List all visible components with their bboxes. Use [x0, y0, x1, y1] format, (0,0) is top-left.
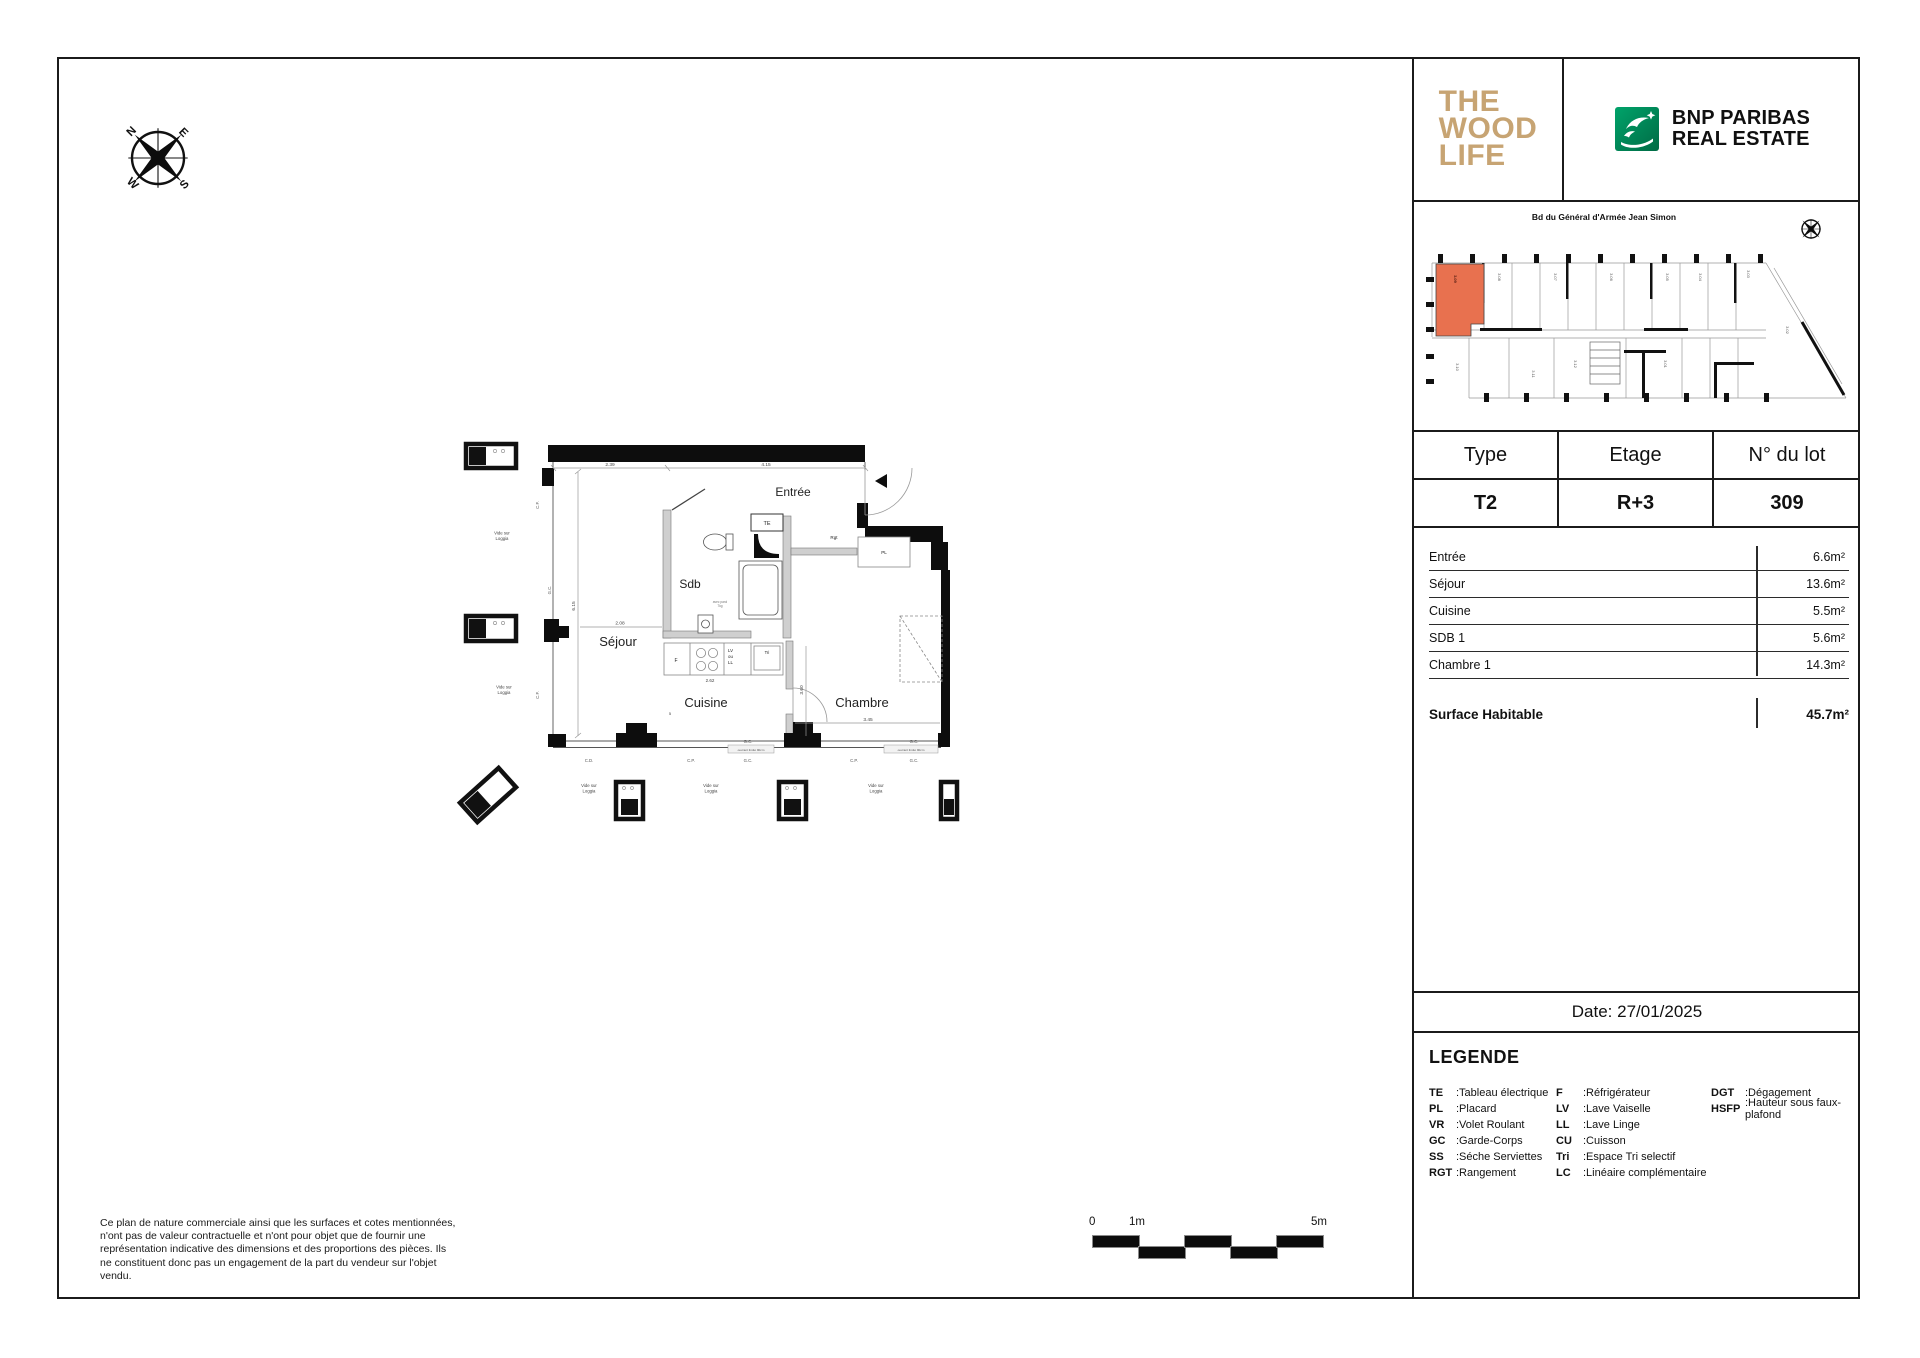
svg-text:3.10: 3.10 [1455, 363, 1460, 371]
surface-row [1429, 598, 1849, 625]
svg-text:Loggia: Loggia [497, 690, 511, 695]
surface-label: Cuisine [1429, 604, 1471, 618]
bnp-paribas-logo-icon [1614, 106, 1660, 152]
loggia-frame-bottom-2 [779, 782, 806, 819]
brand-line-3: LIFE [1438, 139, 1506, 172]
bathroom-fixtures [698, 514, 783, 633]
tag-f: F [674, 658, 678, 664]
svg-text:Vide sur: Vide sur [496, 684, 512, 690]
room-entree: Entrée [775, 485, 811, 499]
room-sejour: Séjour [599, 634, 637, 649]
bedroom-furniture [900, 616, 942, 682]
surface-value: 13.6m² [1806, 577, 1845, 591]
bnp-line-1: BNP PARIBAS [1671, 106, 1811, 129]
bath-corner-unit [754, 534, 779, 558]
surfaces-section [1414, 528, 1860, 993]
legend-entry: SS :Séche Serviettes [1429, 1151, 1543, 1163]
legend-column-3 [1711, 1085, 1860, 1121]
scale-label-0: 0 [1089, 1216, 1096, 1228]
compass-w: W [124, 175, 141, 192]
svg-text:3.09: 3.09 [1453, 275, 1458, 283]
svg-text:Vide sur: Vide sur [494, 530, 510, 536]
label-cf-1: C.F. [535, 501, 540, 509]
room-cuisine: Cuisine [684, 695, 728, 710]
label-cf-2: C.F. [535, 691, 540, 699]
svg-text:3.01: 3.01 [1663, 360, 1668, 368]
svg-text:Vide sur: Vide sur [703, 783, 719, 788]
scale-segment [1093, 1236, 1139, 1247]
entrance-arrow-icon [875, 474, 887, 488]
label-gc-4: G.C. [909, 758, 919, 763]
legend-entry: TE :Tableau électrique [1429, 1087, 1549, 1099]
svg-text:3.08: 3.08 [1497, 273, 1502, 281]
sdb-door-leaf [672, 489, 705, 510]
bnp-paribas-wordmark [1672, 108, 1810, 150]
compass-n: N [124, 124, 140, 140]
surface-row [1429, 652, 1849, 679]
disclaimer-text: Ce plan de nature commerciale ainsi que les surfaces et cotes mentionnées, n'ont pas de valeur contractuelle et n'ont pour objet que de fournir une représentation indicative des dimensions et des proportions des pièces. Ils ne constituent donc pas un engagement de la part du vendeur sur l'objet vendu. [100, 1217, 456, 1282]
mini-compass-icon [1794, 212, 1828, 246]
lot-value-type: T2 [1414, 480, 1559, 526]
surface-total-label: Surface Habitable [1429, 706, 1544, 722]
svg-text:Vide sur: Vide sur [868, 783, 884, 788]
legend-entry: CU :Cuisson [1556, 1135, 1626, 1147]
legend-entry: F :Réfrigérateur [1556, 1087, 1651, 1099]
site-plan [1414, 202, 1860, 430]
legend-entry: VR :Volet Roulant [1429, 1119, 1525, 1131]
compass-e: E [176, 125, 191, 140]
svg-text:3.03: 3.03 [1746, 270, 1751, 278]
legend-column-1 [1429, 1085, 1548, 1181]
label-gc-1: G.C. [743, 739, 753, 744]
lot-value-etage: R+3 [1559, 480, 1714, 526]
legend-entry: LC :Linéaire complémentaire [1556, 1167, 1707, 1179]
legend-column-2 [1556, 1085, 1707, 1181]
surface-label: Séjour [1429, 577, 1466, 591]
legend-entry: DGT :Dégagement [1711, 1087, 1812, 1099]
legend-entry: PL :Placard [1429, 1103, 1497, 1115]
legend-entry: GC :Garde-Corps [1429, 1135, 1523, 1147]
tag-te: TE [763, 521, 771, 527]
label-cp-1: C.P. [687, 758, 695, 763]
highlighted-unit [1436, 264, 1484, 336]
lot-header-numero: N° du lot [1714, 432, 1860, 480]
bnp-line-2: REAL ESTATE [1671, 127, 1810, 150]
scale-segment [1277, 1236, 1323, 1247]
street-name: Bd du Général d'Armée Jean Simon [1531, 212, 1677, 222]
legend-entry: RGT :Rangement [1429, 1167, 1516, 1179]
dim-5: 5 [668, 711, 672, 716]
svg-text:3.06: 3.06 [1609, 273, 1614, 281]
svg-text:Loggia: Loggia [704, 788, 718, 794]
svg-text:3.04: 3.04 [1698, 273, 1703, 281]
logos-section [1414, 57, 1860, 202]
label-cd: C.D. [584, 758, 594, 763]
tag-ou: ou [728, 654, 733, 659]
label-gc-left: G.C. [547, 585, 552, 595]
surface-total-value: 45.7m² [1806, 706, 1849, 722]
lot-header-etage: Etage [1559, 432, 1714, 480]
loggia-frame-mid-left [466, 616, 516, 641]
dim-208: 2.08 [615, 621, 625, 627]
legend-section [1414, 1033, 1860, 1292]
loggia-frame-bottom-left [460, 768, 516, 822]
site-plan-section [1414, 202, 1860, 432]
loggia-frame-bottom-3 [941, 782, 957, 819]
label-gc-3: G.C. [909, 739, 919, 744]
surface-value: 14.3m² [1806, 658, 1845, 672]
surface-label: Chambre 1 [1429, 658, 1491, 672]
surface-row [1429, 571, 1849, 598]
surface-total-row [1429, 700, 1849, 728]
scale-label-1m: 1m [1129, 1216, 1145, 1228]
legend-entry: LL :Lave Linge [1556, 1119, 1640, 1131]
room-chambre: Chambre [835, 695, 889, 710]
surface-value: 5.5m² [1813, 604, 1845, 618]
surface-row [1429, 625, 1849, 652]
date-text: Date: 27/01/2025 [1571, 1002, 1703, 1021]
label-ouvrant-1: ouvrant limité 90cm [737, 747, 765, 752]
scale-segment [1185, 1236, 1231, 1247]
scale-label-5m: 5m [1311, 1216, 1327, 1228]
svg-text:Loggia: Loggia [869, 788, 883, 794]
slanted-wall [1802, 322, 1844, 395]
label-cp-2: C.P. [850, 758, 858, 763]
brand-line-2: WOOD [1438, 112, 1538, 145]
svg-text:3.11: 3.11 [1531, 370, 1536, 378]
label-gc-2: G.C. [743, 758, 753, 763]
date-row [1414, 993, 1860, 1033]
surface-label: SDB 1 [1429, 631, 1466, 645]
compass-rose [115, 115, 201, 201]
scale-segment [1231, 1247, 1277, 1258]
dim-360: 3.60 [800, 685, 805, 695]
loggia-frame-top-left [466, 444, 516, 468]
svg-text:Loggia: Loggia [495, 536, 509, 541]
kitchen-counter [664, 643, 783, 675]
tag-rgt: Rgt [830, 535, 838, 540]
lot-table [1414, 432, 1860, 528]
dim-262: 2.62 [705, 678, 715, 683]
svg-text:3.07: 3.07 [1553, 273, 1558, 281]
door-arcs [793, 468, 912, 722]
tag-kg: 7kg [717, 604, 723, 608]
stair-core [1590, 342, 1620, 384]
scale-bar [1085, 1216, 1345, 1266]
room-sdb: Sdb [679, 577, 701, 591]
svg-text:3.05: 3.05 [1665, 273, 1670, 281]
surfaces-divider [1756, 546, 1758, 676]
dim-239: 2.39 [605, 463, 615, 468]
floor-plan [448, 430, 968, 842]
lot-header-type: Type [1414, 432, 1559, 480]
compass-s: S [177, 177, 192, 192]
surface-value: 6.6m² [1813, 550, 1845, 564]
dim-615: 6.15 [572, 601, 577, 611]
label-ouvrant-2: ouvrant limité 90cm [897, 747, 925, 752]
dim-labels [571, 462, 873, 723]
loggia-frame-bottom-1 [616, 782, 643, 819]
info-panel [1412, 57, 1860, 1299]
surface-value: 5.6m² [1813, 631, 1845, 645]
tag-ll: LL [728, 660, 733, 665]
the-wood-life-logo [1438, 85, 1538, 172]
tag-tri: Tri [764, 650, 770, 655]
legend-entry: LV :Lave Vaiselle [1556, 1103, 1651, 1115]
legend-entry: Tri :Espace Tri selectif [1556, 1151, 1676, 1163]
legend-entry: HSFP :Hauteur sous faux-plafond [1711, 1097, 1841, 1121]
dim-415: 4.15 [761, 463, 771, 468]
lot-value-numero: 309 [1770, 491, 1804, 514]
surfaces-rows [1429, 544, 1849, 679]
tag-lv: LV [728, 648, 734, 653]
tag-pl: PL [881, 550, 887, 555]
tag-avec: avec parcl [712, 600, 728, 604]
svg-text:Vide sur: Vide sur [581, 783, 597, 788]
svg-text:3.02: 3.02 [1785, 326, 1790, 334]
surface-label: Entrée [1429, 550, 1466, 564]
svg-text:Loggia: Loggia [582, 788, 596, 794]
brand-logo-cell [1414, 57, 1564, 200]
scale-segment [1139, 1247, 1185, 1258]
bnp-logo-cell [1564, 57, 1860, 200]
svg-text:3.12: 3.12 [1573, 360, 1578, 368]
surface-row [1429, 544, 1849, 571]
dim-345: 3.45 [863, 718, 873, 723]
brand-line-1: THE [1438, 85, 1501, 118]
legend-title: LEGENDE [1429, 1047, 1520, 1067]
